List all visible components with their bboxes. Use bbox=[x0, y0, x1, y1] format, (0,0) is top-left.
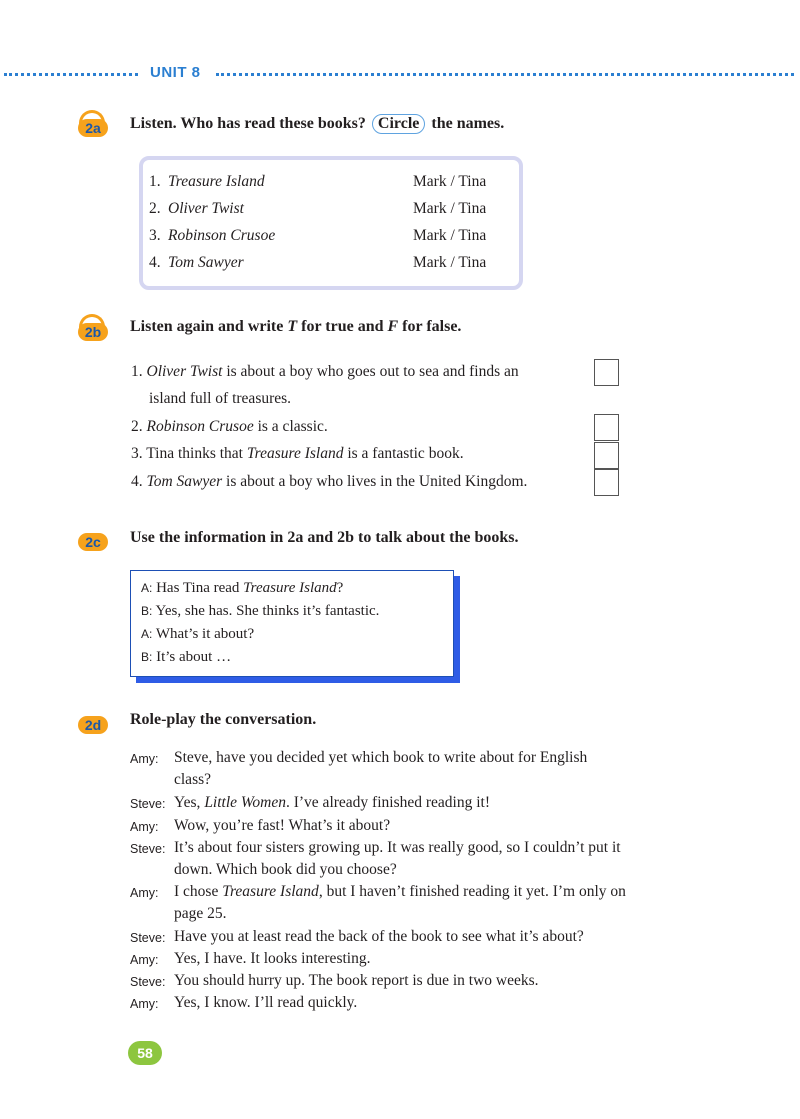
book-title-4: Tom Sawyer bbox=[168, 254, 244, 271]
book-num-4: 4. bbox=[149, 254, 161, 271]
speaker-steve: Steve: bbox=[130, 931, 166, 945]
dialogue-line-4: B: It’s about … bbox=[141, 649, 232, 665]
speaker-steve: Steve: bbox=[130, 797, 166, 811]
conversation-line: Yes, Little Women. I’ve already finished reading it! bbox=[174, 794, 490, 811]
badge-2d: 2d bbox=[78, 711, 108, 735]
book-num-2: 2. bbox=[149, 200, 161, 217]
conversation-line: Steve, have you decided yet which book to write about for English bbox=[174, 749, 588, 766]
badge-2c: 2c bbox=[78, 528, 108, 552]
answer-box-3[interactable] bbox=[594, 442, 619, 469]
instruction-2b: Listen again and write T for true and F for false. bbox=[130, 318, 462, 335]
unit-label: UNIT 8 bbox=[150, 64, 201, 81]
name-options-2[interactable]: Mark / Tina bbox=[413, 200, 487, 217]
statement-3: 3. Tina thinks that Treasure Island is a fantastic book. bbox=[131, 445, 464, 462]
speaker-amy: Amy: bbox=[130, 820, 159, 834]
book-num-3: 3. bbox=[149, 227, 161, 244]
statement-1-continued: island full of treasures. bbox=[149, 390, 292, 407]
dialogue-line-2: B: Yes, she has. She thinks it’s fantastic. bbox=[141, 603, 380, 619]
dialogue-line-3: A: What’s it about? bbox=[141, 626, 255, 642]
name-options-4[interactable]: Mark / Tina bbox=[413, 254, 487, 271]
statement-4: 4. Tom Sawyer is about a boy who lives in the United Kingdom. bbox=[131, 473, 528, 490]
header-dotted-rule-left bbox=[4, 73, 138, 76]
answer-box-1[interactable] bbox=[594, 359, 619, 386]
book-title-1: Treasure Island bbox=[168, 173, 265, 190]
speaker-steve: Steve: bbox=[130, 975, 166, 989]
conversation-line: Wow, you’re fast! What’s it about? bbox=[174, 817, 391, 834]
conversation-line: It’s about four sisters growing up. It was really good, so I couldn’t put it bbox=[174, 839, 621, 856]
answer-box-2[interactable] bbox=[594, 414, 619, 441]
conversation-line: Yes, I have. It looks interesting. bbox=[174, 950, 371, 967]
instruction-2d: Role-play the conversation. bbox=[130, 711, 317, 728]
dialogue-line-1: A: Has Tina read Treasure Island? bbox=[141, 580, 344, 596]
conversation-line: Have you at least read the back of the book to see what it’s about? bbox=[174, 928, 584, 945]
speaker-amy: Amy: bbox=[130, 997, 159, 1011]
conversation-line: class? bbox=[174, 771, 212, 788]
header-dotted-rule-right bbox=[216, 73, 794, 76]
instruction-2c: Use the information in 2a and 2b to talk about the books. bbox=[130, 529, 519, 546]
name-options-1[interactable]: Mark / Tina bbox=[413, 173, 487, 190]
badge-2a: 2a bbox=[78, 114, 108, 138]
conversation-line: page 25. bbox=[174, 905, 227, 922]
book-title-3: Robinson Crusoe bbox=[168, 227, 276, 244]
conversation-line: You should hurry up. The book report is due in two weeks. bbox=[174, 972, 539, 989]
badge-2b: 2b bbox=[78, 318, 108, 342]
speaker-amy: Amy: bbox=[130, 886, 159, 900]
name-options-3[interactable]: Mark / Tina bbox=[413, 227, 487, 244]
conversation-line: Yes, I know. I’ll read quickly. bbox=[174, 994, 358, 1011]
page-number: 58 bbox=[128, 1041, 162, 1065]
circle-word: Circle bbox=[372, 114, 425, 134]
speaker-steve: Steve: bbox=[130, 842, 166, 856]
statement-2: 2. Robinson Crusoe is a classic. bbox=[131, 418, 328, 435]
statement-1: 1. Oliver Twist is about a boy who goes out to sea and finds an bbox=[131, 363, 519, 380]
speaker-amy: Amy: bbox=[130, 953, 159, 967]
answer-box-4[interactable] bbox=[594, 469, 619, 496]
conversation-line: I chose Treasure Island, but I haven’t finished reading it yet. I’m only on bbox=[174, 883, 626, 900]
book-num-1: 1. bbox=[149, 173, 161, 190]
dialogue-box bbox=[130, 570, 454, 677]
instruction-2a: Listen. Who has read these books? Circle the names. bbox=[130, 115, 505, 132]
book-title-2: Oliver Twist bbox=[168, 200, 244, 217]
conversation-line: down. Which book did you choose? bbox=[174, 861, 397, 878]
speaker-amy: Amy: bbox=[130, 752, 159, 766]
